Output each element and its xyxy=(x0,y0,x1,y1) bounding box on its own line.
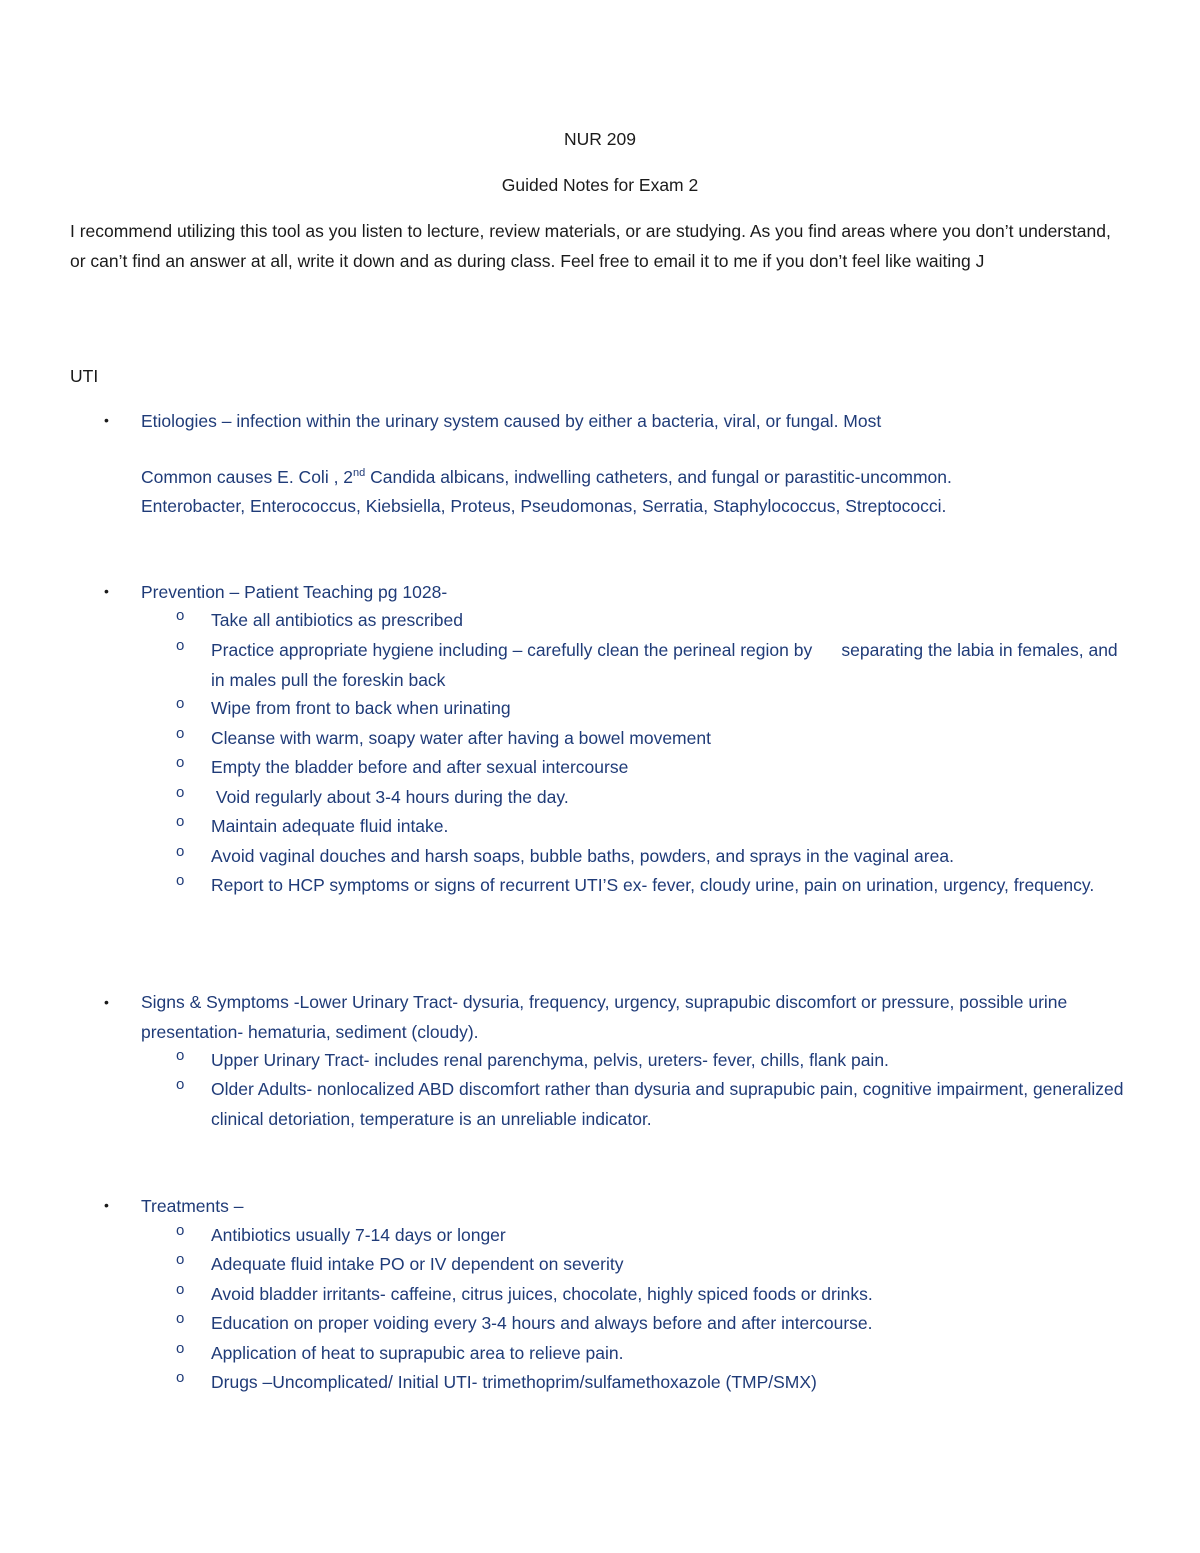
sub-marker: o xyxy=(176,872,185,889)
prevention-heading: Prevention – Patient Teaching pg 1028- xyxy=(141,582,448,602)
treatment-item: Avoid bladder irritants- caffeine, citrus juices, chocolate, highly spiced foods or drinks. xyxy=(211,1284,873,1304)
prevention-item: Void regularly about 3-4 hours during the day. xyxy=(211,787,569,807)
signs-heading: Signs & Symptoms -Lower Urinary Tract- dysuria, frequency, urgency, suprapubic discomfort or pressure, possible urine presentation- hematuria, sediment (cloudy). xyxy=(141,992,1068,1042)
etiologies-common-causes xyxy=(141,463,1141,493)
intro-paragraph: I recommend utilizing this tool as you listen to lecture, review materials, or are studying. As you find areas where you don’t understand, or can’t find an answer at all, write it down and as during class. Feel free to email it to me if you don’t feel like waiting J xyxy=(70,221,1111,271)
section-title: UTI xyxy=(70,366,99,386)
bullet-marker: • xyxy=(104,583,109,599)
prevention-item: Take all antibiotics as prescribed xyxy=(211,610,463,630)
common-causes-text: Common causes E. Coli , 2 xyxy=(141,467,354,487)
treatment-item: Drugs –Uncomplicated/ Initial UTI- trimethoprim/sulfamethoxazole (TMP/SMX) xyxy=(211,1372,817,1392)
treatments-heading: Treatments – xyxy=(141,1196,244,1216)
prevention-item: Wipe from front to back when urinating xyxy=(211,698,511,718)
prevention-item: Report to HCP symptoms or signs of recurrent UTI’S ex- fever, cloudy urine, pain on urination, urgency, frequency. xyxy=(211,875,1095,895)
sub-marker: o xyxy=(176,1281,185,1298)
sub-marker: o xyxy=(176,1076,185,1093)
sub-marker: o xyxy=(176,695,185,712)
bullet-marker: • xyxy=(104,994,109,1010)
sub-marker: o xyxy=(176,607,185,624)
sub-marker: o xyxy=(176,784,185,801)
sub-marker: o xyxy=(176,1310,185,1327)
bullet-marker: • xyxy=(104,1197,109,1213)
etiologies-organisms: Enterobacter, Enterococcus, Kiebsiella, Proteus, Pseudomonas, Serratia, Staphylococcus, Streptococci. xyxy=(141,496,947,516)
prevention-item: Avoid vaginal douches and harsh soaps, bubble baths, powders, and sprays in the vaginal area. xyxy=(211,846,954,866)
sub-marker: o xyxy=(176,843,185,860)
signs-item: Upper Urinary Tract- includes renal parenchyma, pelvis, ureters- fever, chills, flank pain. xyxy=(211,1050,889,1070)
sub-marker: o xyxy=(176,725,185,742)
course-title: NUR 209 xyxy=(564,129,636,149)
signs-item: Older Adults- nonlocalized ABD discomfort rather than dysuria and suprapubic pain, cognitive impairment, generalized clinical detoriation, temperature is an unreliable indicator. xyxy=(211,1079,1124,1129)
treatment-item: Application of heat to suprapubic area to relieve pain. xyxy=(211,1343,624,1363)
page-subtitle: Guided Notes for Exam 2 xyxy=(501,175,699,195)
sub-marker: o xyxy=(176,1340,185,1357)
treatment-item: Antibiotics usually 7-14 days or longer xyxy=(211,1225,506,1245)
bullet-marker: • xyxy=(104,412,109,428)
prevention-item: Practice appropriate hygiene including – carefully clean the perineal region by separating the labia in females, and in males pull the foreskin back xyxy=(211,640,1123,690)
prevention-item: Cleanse with warm, soapy water after having a bowel movement xyxy=(211,728,711,748)
sub-marker: o xyxy=(176,1222,185,1239)
prevention-item: Empty the bladder before and after sexual intercourse xyxy=(211,757,629,777)
sub-marker: o xyxy=(176,637,185,654)
etiologies-bullet: Etiologies – infection within the urinary system caused by either a bacteria, viral, or fungal. Most xyxy=(141,411,882,431)
common-causes-rest: Candida albicans, indwelling catheters, and fungal or parastitic-uncommon. xyxy=(365,467,952,487)
sub-marker: o xyxy=(176,1251,185,1268)
sub-marker: o xyxy=(176,754,185,771)
treatment-item: Adequate fluid intake PO or IV dependent on severity xyxy=(211,1254,624,1274)
prevention-item: Maintain adequate fluid intake. xyxy=(211,816,449,836)
treatment-item: Education on proper voiding every 3-4 hours and always before and after intercourse. xyxy=(211,1313,873,1333)
sub-marker: o xyxy=(176,1369,185,1386)
ordinal-suffix: nd xyxy=(353,467,366,480)
sub-marker: o xyxy=(176,1047,185,1064)
sub-marker: o xyxy=(176,813,185,830)
